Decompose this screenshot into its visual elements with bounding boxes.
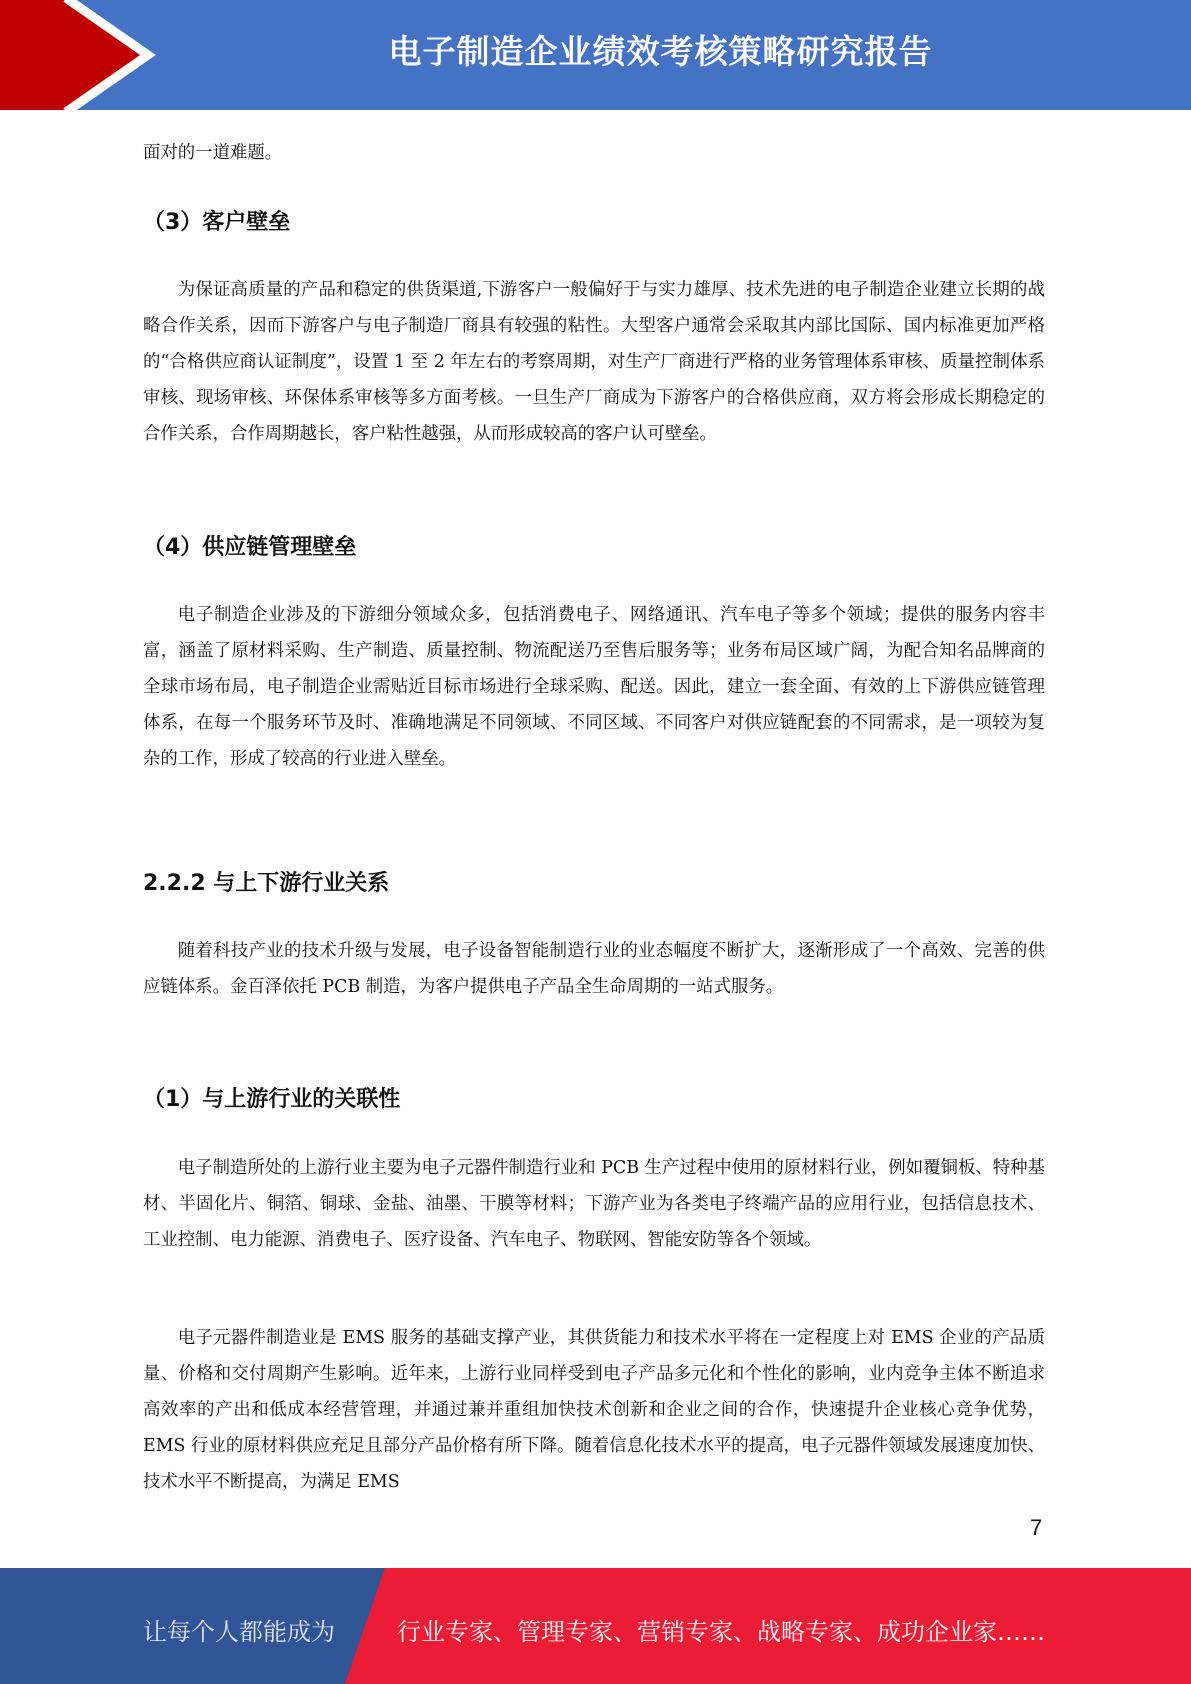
paragraph: 电子元器件制造业是 EMS 服务的基础支撑产业，其供货能力和技术水平将在一定程度上对 EMS 企业的产品质量、价格和交付周期产生影响。近年来，上游行业同样受到电子产品多元化和个性化的影响，业内竞争主体不断追求高效率的产出和低成本经营管理，并通过兼并重组加快技术创新和企业之间的合作，快速提升企业核心竞争优势，EMS 行业的原材料供应充足且部分产品价格有所下降。随着信息化技术水平的提高，电子元器件领域发展速度加快、技术水平不断提高，为满足 EMS	[143, 1328, 1045, 1492]
page-header	[0, 0, 1191, 110]
footer-slogan-right: 行业专家、管理专家、营销专家、战略专家、成功企业家……	[397, 1618, 1045, 1646]
paragraph: 为保证高质量的产品和稳定的供货渠道,下游客户一般偏好于与实力雄厚、技术先进的电子制造企业建立长期的战略合作关系，因而下游客户与电子制造厂商具有较强的粘性。大型客户通常会采取其内部比国际、国内标准更加严格的“合格供应商认证制度”，设置 1 至 2 年左右的考察周期，对生产厂商进行严格的业务管理体系审核、质量控制体系审核、现场审核、环保体系审核等多方面考核。一旦生产厂商成为下游客户的合格供应商，双方将会形成长期稳定的合作关系，合作周期越长，客户粘性越强，从而形成较高的客户认可壁垒。	[143, 280, 1045, 444]
heading-upstream-relation: （1）与上游行业的关联性	[143, 1087, 401, 1112]
heading-customer-barrier: （3）客户壁垒	[143, 210, 291, 235]
page-footer	[0, 1568, 1191, 1684]
footer-slogan-left: 让每个人都能成为	[143, 1618, 335, 1646]
paragraph: 随着科技产业的技术升级与发展，电子设备智能制造行业的业态幅度不断扩大，逐渐形成了一个高效、完善的供应链体系。金百泽依托 PCB 制造，为客户提供电子产品全生命周期的一站式服务。	[143, 941, 1045, 997]
heading-supply-chain-barrier: （4）供应链管理壁垒	[143, 535, 357, 560]
paragraph: 电子制造企业涉及的下游细分领域众多，包括消费电子、网络通讯、汽车电子等多个领域；提供的服务内容丰富，涵盖了原材料采购、生产制造、质量控制、物流配送乃至售后服务等；业务布局区域广阔，为配合知名品牌商的全球市场布局，电子制造企业需贴近目标市场进行全球采购、配送。因此，建立一套全面、有效的上下游供应链管理体系，在每一个服务环节及时、准确地满足不同领域、不同区域、不同客户对供应链配套的不同需求，是一项较为复杂的工作，形成了较高的行业进入壁垒。	[143, 605, 1045, 769]
carryover-text: 面对的一道难题。	[143, 143, 283, 163]
page-number: 7	[1030, 1515, 1043, 1540]
paragraph: 电子制造所处的上游行业主要为电子元器件制造行业和 PCB 生产过程中使用的原材料行业，例如覆铜板、特种基材、半固化片、铜箔、铜球、金盐、油墨、干膜等材料；下游产业为各类电子终端产品的应用行业，包括信息技术、工业控制、电力能源、消费电子、医疗设备、汽车电子、物联网、智能安防等各个领域。	[143, 1158, 1045, 1250]
report-title: 电子制造企业绩效考核策略研究报告	[388, 32, 933, 71]
heading-section-2-2-2: 2.2.2 与上下游行业关系	[143, 871, 390, 896]
